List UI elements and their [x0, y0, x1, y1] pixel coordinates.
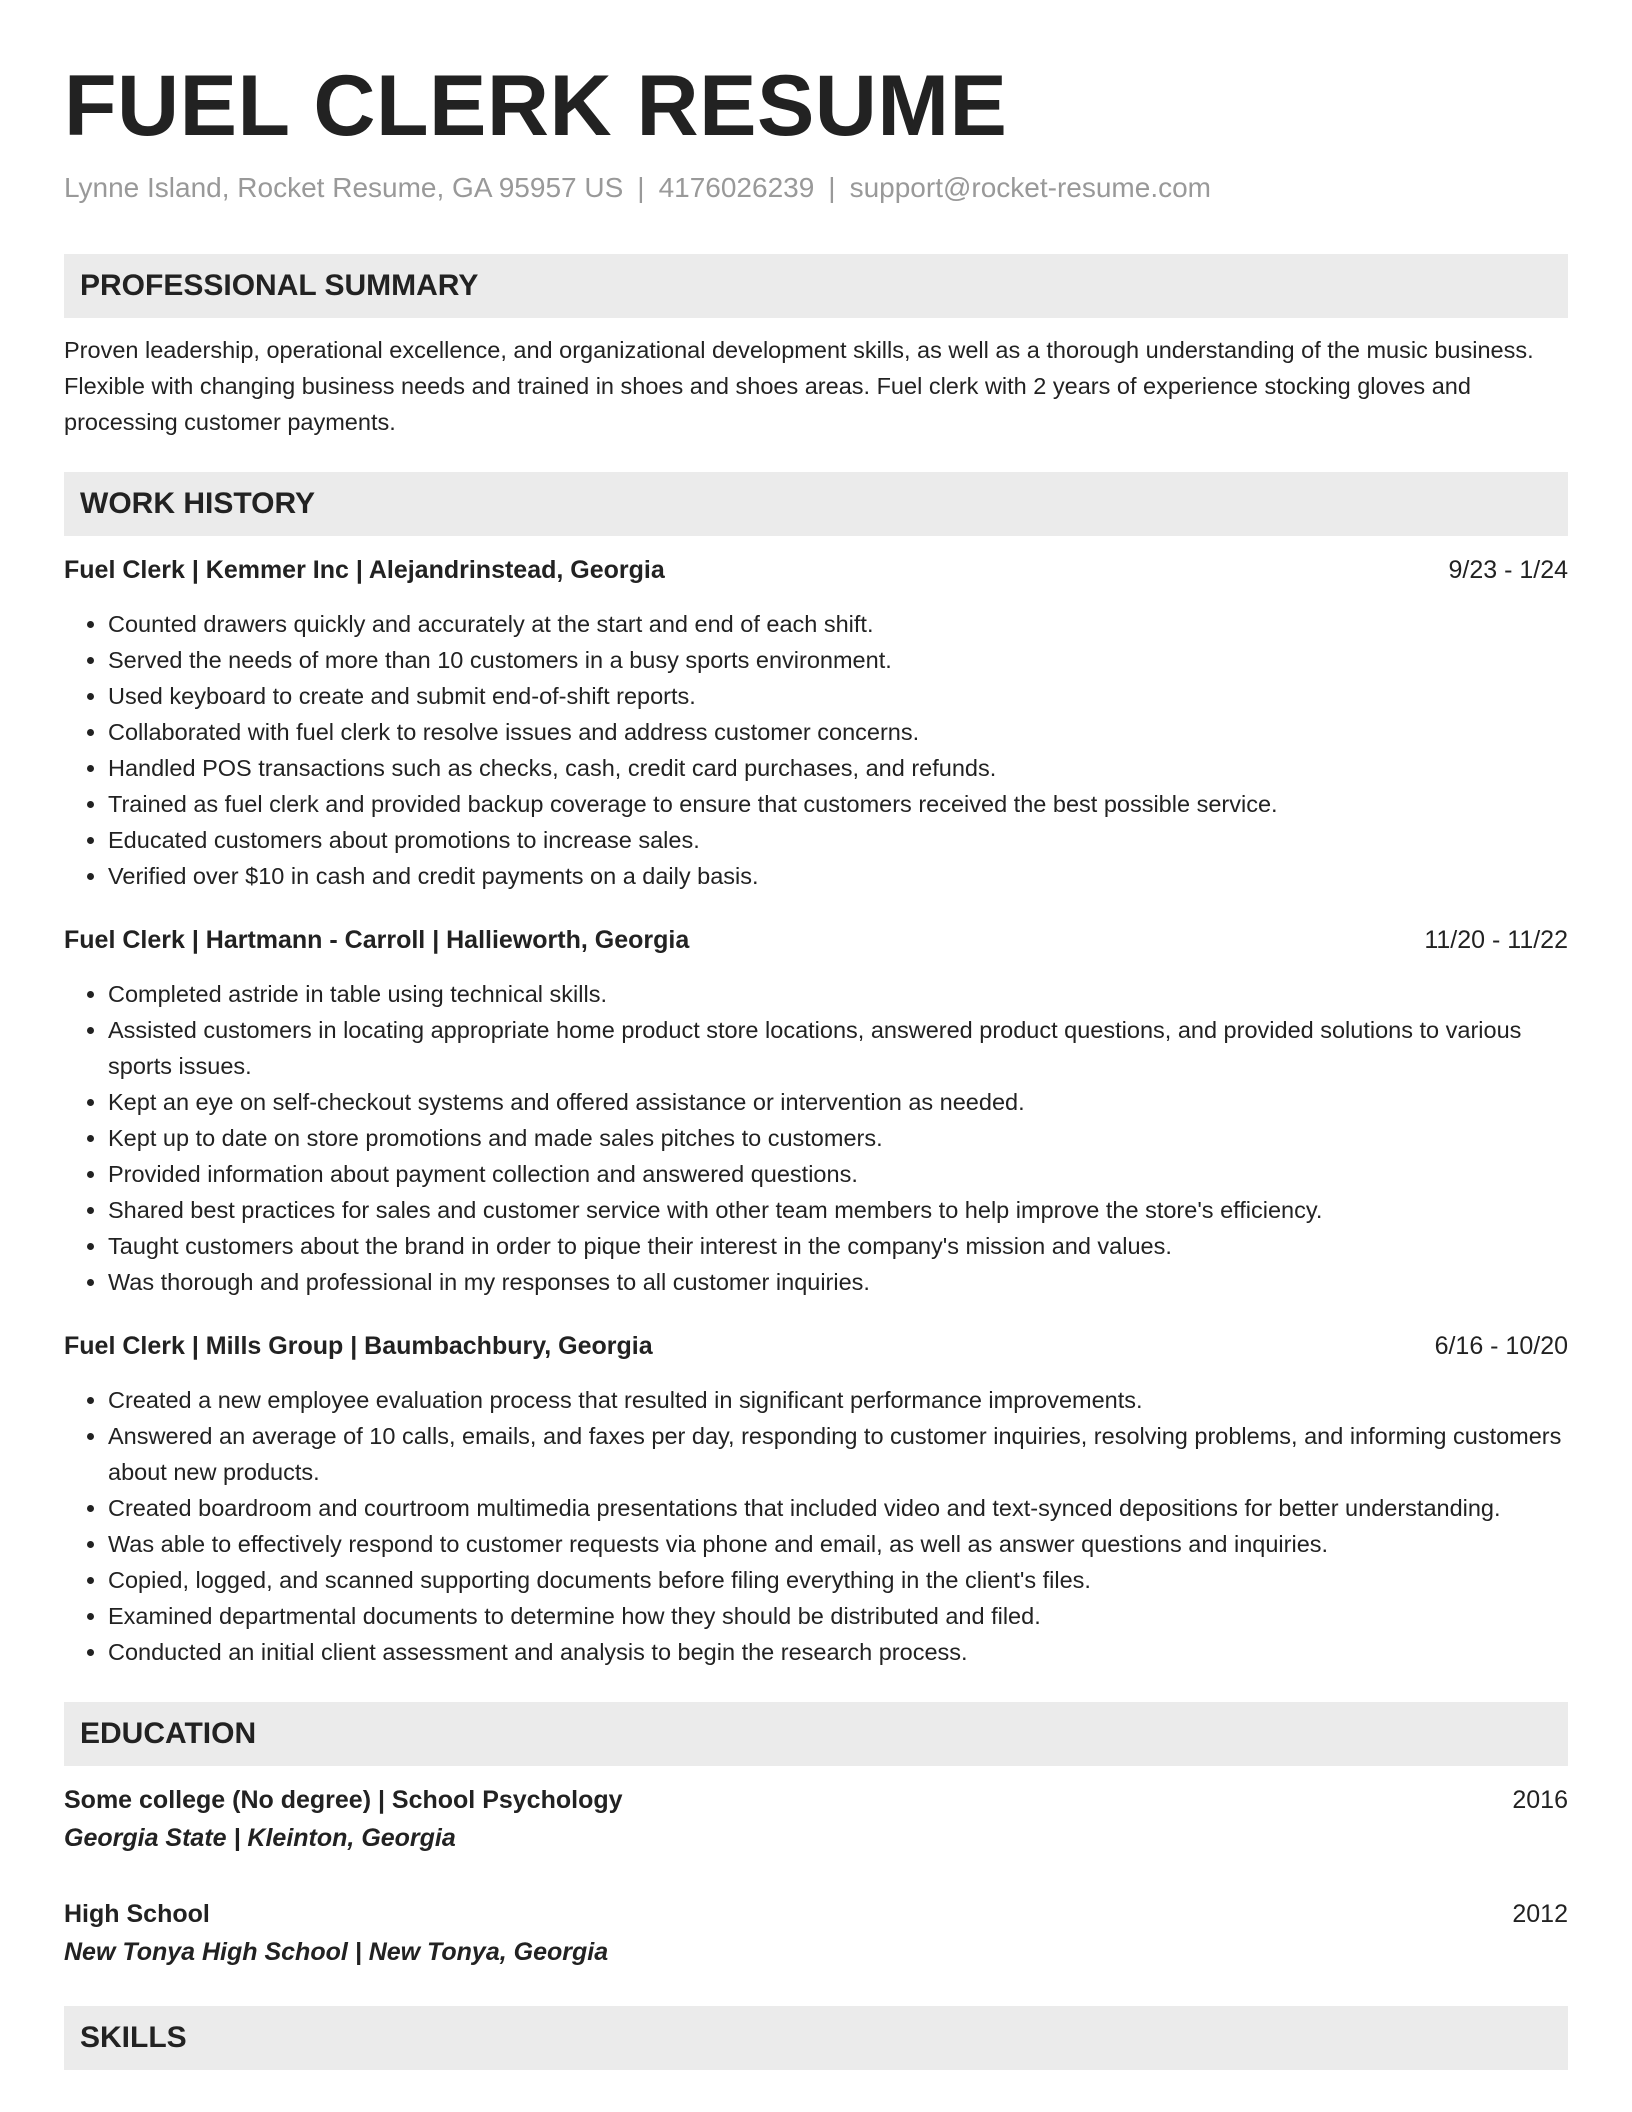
education-year: 2016	[1512, 1786, 1568, 1814]
education-header	[64, 1782, 1568, 1818]
education-school: New Tonya High School | New Tonya, Georgia	[64, 1938, 609, 1966]
job-header	[64, 552, 1568, 588]
job-duties-list	[64, 976, 1568, 1300]
summary-text: Proven leadership, operational excellence, and organizational development skills, as well as a thorough understanding of the music business. Flexible with changing business needs and trained in shoes and shoes areas. Fuel clerk with 2 years of experience stocking gloves and processing customer payments.	[64, 337, 1534, 435]
job-duty: • Taught customers about the brand in order to pique their interest in the company's mission and values.	[108, 1228, 1568, 1264]
contact-address: Lynne Island, Rocket Resume, GA 95957 US	[64, 172, 624, 203]
job-entry	[64, 922, 1568, 1300]
education-degree: High School	[64, 1900, 210, 1928]
job-duty: • Trained as fuel clerk and provided backup coverage to ensure that customers received the best possible service.	[108, 786, 1568, 822]
education-degree: Some college (No degree) | School Psychology	[64, 1786, 623, 1814]
job-title: Fuel Clerk | Hartmann - Carroll | Hallieworth, Georgia	[64, 926, 690, 954]
job-duty: • Used keyboard to create and submit end-of-shift reports.	[108, 678, 1568, 714]
job-dates: 11/20 - 11/22	[1424, 926, 1568, 954]
job-entry	[64, 552, 1568, 894]
skills-section	[64, 2006, 1568, 2070]
job-duty: • Created boardroom and courtroom multimedia presentations that included video and text-synced depositions for better understanding.	[108, 1490, 1568, 1526]
job-duty: • Conducted an initial client assessment and analysis to begin the research process.	[108, 1634, 1568, 1670]
job-duty: • Answered an average of 10 calls, emails, and faxes per day, responding to customer inquiries, resolving problems, and informing customers about new products.	[108, 1418, 1568, 1490]
contact-line	[64, 170, 1568, 206]
job-duty: • Examined departmental documents to determine how they should be distributed and filed.	[108, 1598, 1568, 1634]
work-history-section	[64, 472, 1568, 1670]
summary-section	[64, 254, 1568, 440]
job-duty: • Completed astride in table using technical skills.	[108, 976, 1568, 1012]
job-duty: • Served the needs of more than 10 customers in a busy sports environment.	[108, 642, 1568, 678]
education-entry	[64, 1782, 1568, 1858]
job-title: Fuel Clerk | Kemmer Inc | Alejandrinstead, Georgia	[64, 556, 665, 584]
job-duty: • Handled POS transactions such as checks, cash, credit card purchases, and refunds.	[108, 750, 1568, 786]
job-duty: • Provided information about payment collection and answered questions.	[108, 1156, 1568, 1192]
job-duty: • Was thorough and professional in my responses to all customer inquiries.	[108, 1264, 1568, 1300]
education-section	[64, 1702, 1568, 1972]
education-year: 2012	[1512, 1900, 1568, 1928]
job-duty: • Collaborated with fuel clerk to resolve issues and address customer concerns.	[108, 714, 1568, 750]
job-dates: 6/16 - 10/20	[1434, 1332, 1568, 1360]
job-duty: • Created a new employee evaluation process that resulted in significant performance improvements.	[108, 1382, 1568, 1418]
section-heading-work-history: WORK HISTORY	[64, 472, 1568, 536]
resume-title: FUEL CLERK RESUME	[64, 58, 1008, 154]
job-dates: 9/23 - 1/24	[1448, 556, 1568, 584]
education-entry	[64, 1896, 1568, 1972]
section-heading-summary: PROFESSIONAL SUMMARY	[64, 254, 1568, 318]
job-title: Fuel Clerk | Mills Group | Baumbachbury, Georgia	[64, 1332, 653, 1360]
contact-separator: |	[637, 172, 645, 203]
education-school: Georgia State | Kleinton, Georgia	[64, 1824, 456, 1852]
job-header	[64, 1328, 1568, 1364]
job-duty: • Copied, logged, and scanned supporting documents before filing everything in the client's files.	[108, 1562, 1568, 1598]
job-duty: • Counted drawers quickly and accurately at the start and end of each shift.	[108, 606, 1568, 642]
job-duties-list	[64, 606, 1568, 894]
job-entry	[64, 1328, 1568, 1670]
job-duty: • Verified over $10 in cash and credit payments on a daily basis.	[108, 858, 1568, 894]
job-duties-list	[64, 1382, 1568, 1670]
contact-email: support@rocket-resume.com	[849, 172, 1212, 203]
section-heading-skills: SKILLS	[64, 2006, 1568, 2070]
job-duty: • Shared best practices for sales and customer service with other team members to help improve the store's efficiency.	[108, 1192, 1568, 1228]
job-duty: • Kept up to date on store promotions and made sales pitches to customers.	[108, 1120, 1568, 1156]
section-heading-education: EDUCATION	[64, 1702, 1568, 1766]
job-duty: • Kept an eye on self-checkout systems and offered assistance or intervention as needed.	[108, 1084, 1568, 1120]
job-duty: • Assisted customers in locating appropriate home product store locations, answered product questions, and provided solutions to various sports issues.	[108, 1012, 1568, 1084]
education-header	[64, 1896, 1568, 1932]
contact-separator: |	[828, 172, 836, 203]
job-duty: • Educated customers about promotions to increase sales.	[108, 822, 1568, 858]
job-duty: • Was able to effectively respond to customer requests via phone and email, as well as answer questions and inquiries.	[108, 1526, 1568, 1562]
contact-phone: 4176026239	[658, 172, 815, 203]
job-header	[64, 922, 1568, 958]
